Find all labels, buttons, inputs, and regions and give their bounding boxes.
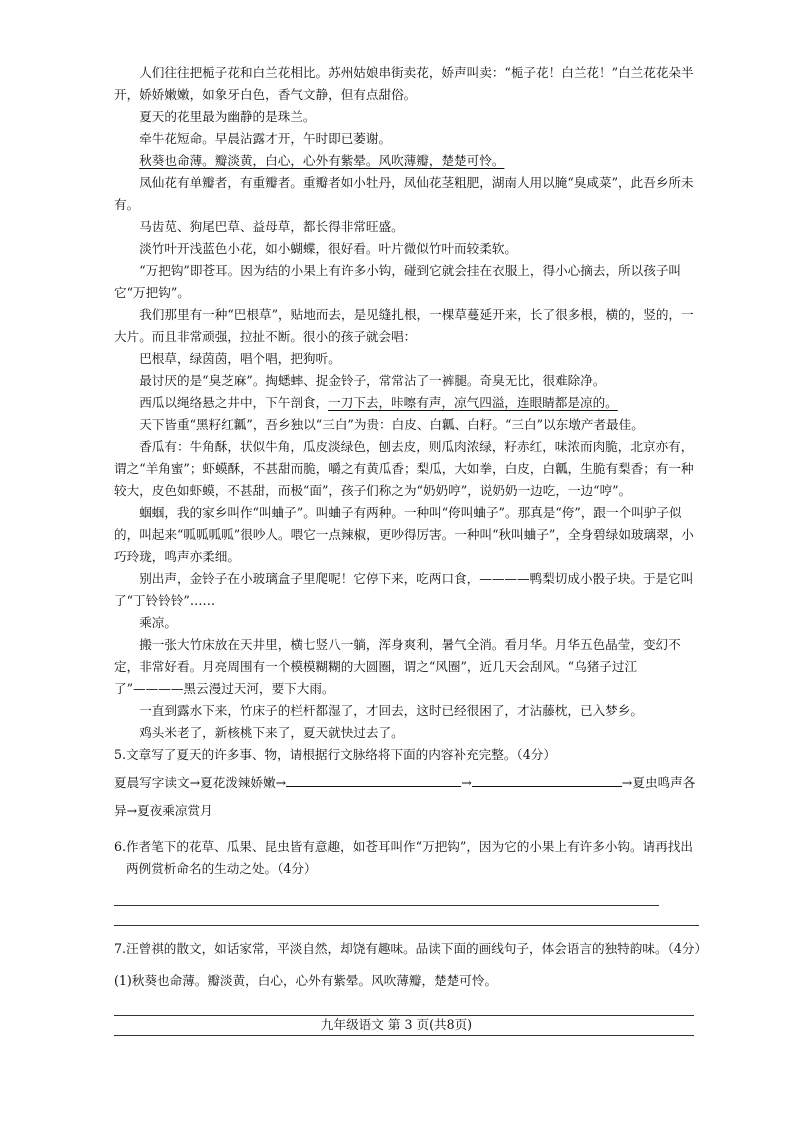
- answer-line-q6-2[interactable]: [114, 924, 699, 926]
- paragraph-gardenia: 人们往往把栀子花和白兰花相比。苏州姑娘串街卖花，娇声叫卖：“栀子花！白兰花！”白兰花花朵半开，娇娇嫩嫩，如象牙白色，香气文静，但有点甜俗。: [114, 65, 694, 102]
- question-5-chain: [114, 772, 704, 794]
- passage-area: [114, 62, 708, 1036]
- paragraph-bamboo-bed: 搬一张大竹床放在天井里，横七竖八一躺，浑身爽利，暑气全消。看月华。月华五色晶莹，变幻不定，非常好看。月亮周围有一个模模糊糊的大圆圈，谓之“风圈”，近几天会刮风。“乌猪子过江了”————黑云漫过天河，要下大雨。: [114, 637, 681, 696]
- paragraph-bagencao: 我们那里有一种“巴根草”，贴地而去，是见缝扎根，一棵草蔓延开来，长了很多根，横的，竖的，一大片。而且非常顽强，拉扯不断。很小的孩子就会唱：: [114, 307, 694, 344]
- paragraph-sanbai: 天下皆重“黑籽红瓤”，吾乡独以“三白”为贵：白皮、白瓤、白籽。“三白”以东墩产者最佳。: [139, 417, 644, 432]
- paragraph-bamboo-leaf: 淡竹叶开浅蓝色小花，如小蝴蝶，很好看。叶片微似竹叶而较柔软。: [139, 241, 517, 256]
- paragraph-dew: 一直到露水下来，竹床子的栏杆都湿了，才回去，这时已经很困了，才沾藤枕，已入梦乡。: [139, 703, 643, 718]
- paragraph-chengliang: 乘凉。: [139, 615, 177, 630]
- underlined-okra-sentence: 秋葵也命薄。瓣淡黄，白心，心外有紫晕。风吹薄瓣，楚楚可怜。: [139, 153, 505, 168]
- paragraph-ending: 鸡头米老了，新核桃下来了，夏天就快过去了。: [139, 725, 404, 740]
- answer-line-q6-1[interactable]: [114, 904, 659, 906]
- paragraph-cricket: 别出声，金铃子在小玻璃盒子里爬呢！它停下来，吃两口食，————鸭梨切成小骰子块。于是它叫了“丁铃铃铃”……: [114, 571, 694, 608]
- paragraph-balsam: 凤仙花有单瓣者，有重瓣者。重瓣者如小牡丹，凤仙花茎粗肥，湖南人用以腌“臭咸菜”，此吾乡所未有。: [114, 175, 694, 212]
- paragraph-muskmelon: 香瓜有：牛角酥，状似牛角，瓜皮淡绿色，刨去皮，则瓜肉浓绿，籽赤红，味浓而肉脆，北京亦有，谓之“羊角蜜”；虾蟆酥，不甚甜而脆，嚼之有黄瓜香；梨瓜，大如拳，白皮，白瓤，生脆有梨香；有一种较大，皮色如虾蟆，不甚甜，而极“面”，孩子们称之为“奶奶哼”，说奶奶一边吃，一边“哼”。: [114, 439, 694, 498]
- paragraph-stinky-sesame: 最讨厌的是“臭芝麻”。掏蟋蟀、捉金铃子，常常沾了一裤腿。奇臭无比，很难除净。: [139, 373, 606, 388]
- underlined-watermelon-sentence: 一刀下去，咔嚓有声，凉气四溢，连眼睛都是凉的。: [328, 395, 618, 410]
- paragraph-wanbagou: “万把钩”即苍耳。因为结的小果上有许多小钩，碰到它就会挂在衣服上，得小心摘去，所以孩子叫它“万把钩”。: [114, 263, 682, 300]
- chain-arrow: →: [461, 775, 472, 790]
- paragraph-watermelon: [114, 392, 704, 414]
- chain-mid: →夏虫鸣声各: [621, 775, 696, 790]
- answer-blank-1[interactable]: [286, 772, 461, 787]
- page-footer: 九年级语文 第 3 页(共8页): [320, 1017, 473, 1032]
- paragraph-weeds: 马齿苋、狗尾巴草、益母草，都长得非常旺盛。: [139, 219, 404, 234]
- paragraph-katydid: 蝈蝈，我的家乡叫作“叫蛐子”。叫蛐子有两种。一种叫“侉叫蛐子”。那真是“侉”，跟一个叫驴子似的，叫起来“呱呱呱呱”很吵人。喂它一点辣椒，更吵得厉害。一种叫“秋叫蛐子”，全身碧绿如玻璃翠，小巧玲珑，鸣声亦柔细。: [114, 505, 694, 564]
- paragraph-okra: [114, 150, 704, 172]
- paragraph-rhyme: 巴根草，绿茵茵，唱个唱，把狗听。: [139, 351, 341, 366]
- question-5-stem: 5.文章写了夏天的许多事、物，请根据行文脉络将下面的内容补充完整。（4分）: [114, 747, 556, 762]
- chain-start: 夏晨写字读文→夏花泼辣娇嫩→: [114, 775, 287, 790]
- paragraph-morning-glory: 牵牛花短命。早晨沾露才开，午时即已萎谢。: [139, 131, 392, 146]
- question-7-sub1: (1)秋葵也命薄。瓣淡黄，白心，心外有紫晕。风吹薄瓣，楚楚可怜。: [114, 973, 498, 988]
- question-6-stem: 6.作者笔下的花草、瓜果、昆虫皆有意趣，如苍耳叫作“万把钩”，因为它的小果上有许多小钩。请再找出两例赏析命名的生动之处。（4分）: [114, 839, 694, 876]
- answer-blank-2[interactable]: [472, 772, 622, 787]
- question-7-stem: 7.汪曾祺的散文，如话家常，平淡自然，却饶有趣味。品读下面的画线句子，体会语言的独特韵味。（4分）: [114, 941, 708, 956]
- watermelon-text: 西瓜以绳络悬之井中，下午剖食，: [139, 395, 329, 410]
- paragraph-zhulan: 夏天的花里最为幽静的是珠兰。: [139, 109, 316, 124]
- question-5-chain-end: 异→夏夜乘凉赏月: [114, 803, 213, 818]
